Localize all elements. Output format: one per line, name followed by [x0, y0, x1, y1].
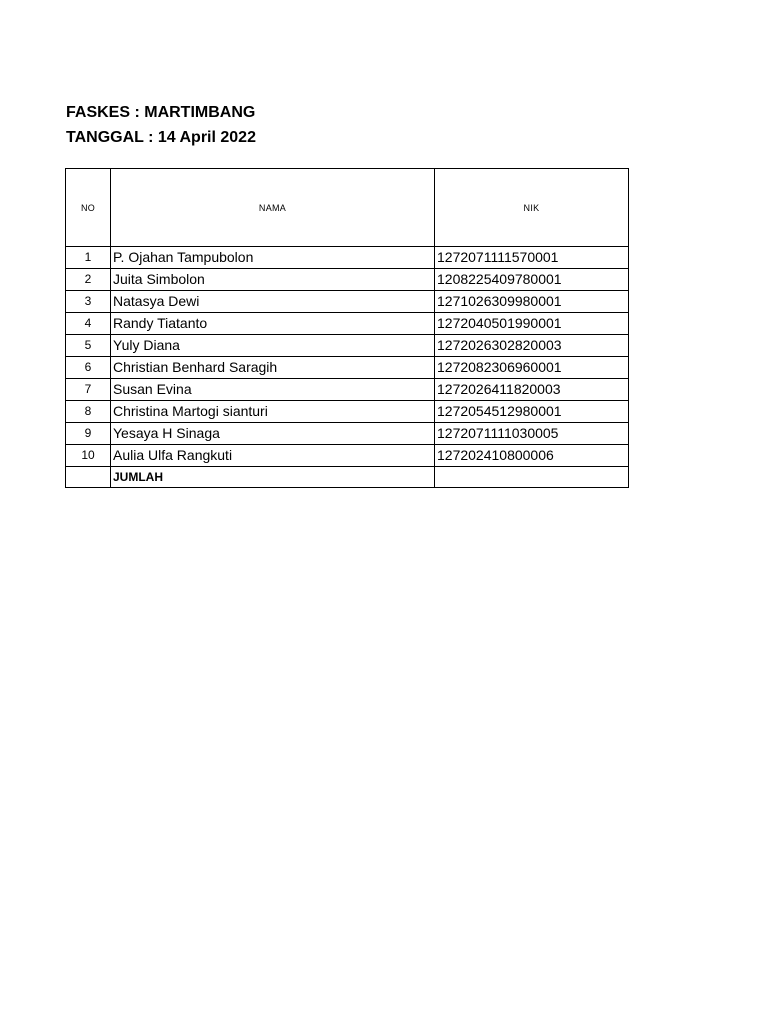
total-value-cell	[435, 467, 629, 488]
row-nik: 1271026309980001	[435, 291, 629, 313]
patient-table	[65, 168, 629, 488]
row-number: 5	[66, 335, 111, 357]
total-label: JUMLAH	[111, 467, 435, 488]
row-name: Yuly Diana	[111, 335, 435, 357]
row-name: Aulia Ulfa Rangkuti	[111, 445, 435, 467]
faskes-heading: FASKES : MARTIMBANG	[66, 104, 256, 121]
table-row	[66, 357, 629, 379]
row-nik: 127202410800006	[435, 445, 629, 467]
row-nik: 1272040501990001	[435, 313, 629, 335]
column-header-no: NO	[66, 169, 111, 247]
table-row	[66, 335, 629, 357]
row-number: 9	[66, 423, 111, 445]
row-name: P. Ojahan Tampubolon	[111, 247, 435, 269]
column-header-nama: NAMA	[111, 169, 435, 247]
row-nik: 1272082306960001	[435, 357, 629, 379]
column-header-nik: NIK	[435, 169, 629, 247]
row-nik: 1272071111030005	[435, 423, 629, 445]
row-number: 1	[66, 247, 111, 269]
row-nik: 1272026302820003	[435, 335, 629, 357]
row-nik: 1272054512980001	[435, 401, 629, 423]
row-nik: 1272071111570001	[435, 247, 629, 269]
row-name: Yesaya H Sinaga	[111, 423, 435, 445]
row-name: Juita Simbolon	[111, 269, 435, 291]
total-no-cell	[66, 467, 111, 488]
row-nik: 1208225409780001	[435, 269, 629, 291]
table-row	[66, 423, 629, 445]
row-number: 10	[66, 445, 111, 467]
row-number: 6	[66, 357, 111, 379]
table-header-row	[66, 169, 629, 247]
row-name: Christian Benhard Saragih	[111, 357, 435, 379]
table-row	[66, 313, 629, 335]
row-number: 3	[66, 291, 111, 313]
row-number: 8	[66, 401, 111, 423]
row-nik: 1272026411820003	[435, 379, 629, 401]
row-name: Randy Tiatanto	[111, 313, 435, 335]
table-row	[66, 379, 629, 401]
table-row	[66, 445, 629, 467]
row-number: 4	[66, 313, 111, 335]
row-number: 2	[66, 269, 111, 291]
table-row	[66, 247, 629, 269]
row-number: 7	[66, 379, 111, 401]
row-name: Christina Martogi sianturi	[111, 401, 435, 423]
table-row	[66, 269, 629, 291]
total-row	[66, 467, 629, 488]
row-name: Natasya Dewi	[111, 291, 435, 313]
row-name: Susan Evina	[111, 379, 435, 401]
table-row	[66, 291, 629, 313]
date-heading: TANGGAL : 14 April 2022	[66, 129, 256, 146]
table-row	[66, 401, 629, 423]
